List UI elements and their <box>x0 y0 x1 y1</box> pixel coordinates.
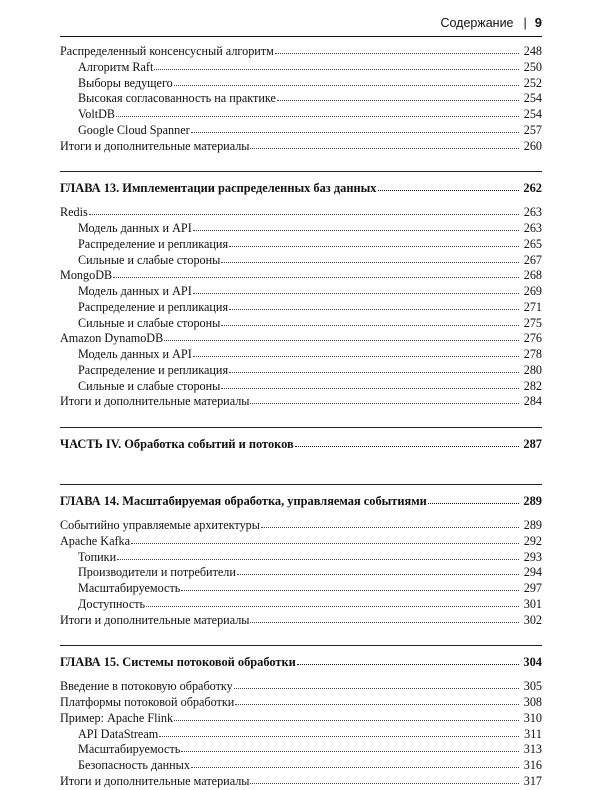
toc-subentry[interactable] <box>60 300 542 316</box>
entry-page-number: 265 <box>523 236 542 251</box>
entry-title: Модель данных и API <box>78 221 192 235</box>
entry-title: Распределенный консенсусный алгоритм <box>60 44 274 58</box>
entry-title: Google Cloud Spanner <box>78 122 190 137</box>
dot-leader <box>113 274 519 278</box>
entry-title: ГЛАВА 13. Имплементации распределенных баз данных <box>60 181 377 196</box>
dot-leader <box>250 400 519 404</box>
toc-subentry[interactable] <box>60 758 542 774</box>
dot-leader <box>229 369 519 373</box>
entry-title: Масштабируемость <box>78 581 181 595</box>
toc-subentry[interactable] <box>60 221 542 237</box>
toc-entry[interactable] <box>60 44 542 60</box>
entry-title: Итоги и дополнительные материалы <box>60 394 250 409</box>
entry-page-number: 316 <box>523 758 542 772</box>
entry-title: ГЛАВА 14. Масштабируемая обработка, управляемая событиями <box>60 494 427 508</box>
entry-title: Платформы потоковой обработки <box>60 695 235 709</box>
entry-page-number: 263 <box>523 205 542 220</box>
toc-entry[interactable] <box>60 711 542 727</box>
dot-leader <box>297 661 519 665</box>
dot-leader <box>221 322 519 326</box>
page-number: 9 <box>534 15 542 30</box>
entry-title: Модель данных и API <box>78 284 192 298</box>
running-head <box>440 15 542 30</box>
entry-page-number: 271 <box>523 299 542 314</box>
toc-entry[interactable] <box>60 139 542 155</box>
entry-title: MongoDB <box>60 268 113 283</box>
dot-leader <box>378 187 520 191</box>
entry-page-number: 250 <box>523 59 542 74</box>
toc-subentry[interactable] <box>60 60 542 76</box>
toc-subentry[interactable] <box>60 284 542 300</box>
entry-page-number: 301 <box>523 596 542 611</box>
entry-title: Безопасность данных <box>78 758 190 772</box>
toc-subentry[interactable] <box>60 565 542 581</box>
dot-leader <box>229 306 519 310</box>
entry-page-number: 254 <box>523 91 542 106</box>
dot-leader <box>275 50 519 54</box>
toc-entry[interactable] <box>60 774 542 790</box>
toc-subentry[interactable] <box>60 363 542 379</box>
toc-section <box>60 427 542 467</box>
entry-title: Сильные и слабые стороны <box>78 252 221 267</box>
dot-leader <box>250 619 519 623</box>
entry-page-number: 287 <box>523 437 542 451</box>
dot-leader <box>250 145 519 149</box>
dot-leader <box>131 540 519 544</box>
entry-title: Итоги и дополнительные материалы <box>60 138 250 153</box>
dot-leader <box>428 500 519 504</box>
entry-page-number: 257 <box>523 122 542 137</box>
entry-title: Алгоритм Raft <box>78 59 154 74</box>
toc-subentry[interactable] <box>60 107 542 123</box>
dot-leader <box>277 97 519 101</box>
entry-page-number: 268 <box>523 268 542 283</box>
entry-page-number: 294 <box>523 565 542 580</box>
entry-page-number: 308 <box>523 695 542 709</box>
entry-title: Redis <box>60 205 88 220</box>
entry-page-number: 282 <box>523 378 542 393</box>
table-of-contents <box>60 44 542 790</box>
entry-title: Выборы ведущего <box>78 75 173 90</box>
part-heading[interactable] <box>60 436 542 453</box>
entry-title: VoltDB <box>78 107 116 121</box>
entry-page-number: 280 <box>523 362 542 377</box>
entry-title: Доступность <box>78 596 146 611</box>
toc-subentry[interactable] <box>60 237 542 253</box>
entry-page-number: 317 <box>523 773 542 788</box>
dot-leader <box>261 524 519 528</box>
entry-page-number: 292 <box>523 533 542 548</box>
chapter-heading[interactable] <box>60 654 542 671</box>
entry-title: Сильные и слабые стороны <box>78 378 221 393</box>
toc-entry[interactable] <box>60 534 542 550</box>
toc-entry[interactable] <box>60 679 542 695</box>
entry-page-number: 305 <box>523 679 542 694</box>
dot-leader <box>146 603 519 607</box>
dot-leader <box>193 353 519 357</box>
dot-leader <box>229 243 519 247</box>
entry-title: Распределение и репликация <box>78 362 229 377</box>
entry-page-number: 275 <box>523 315 542 330</box>
entry-title: Модель данных и API <box>78 347 192 361</box>
toc-subentry[interactable] <box>60 91 542 107</box>
dot-leader <box>181 748 519 752</box>
entry-title: Распределение и репликация <box>78 236 229 251</box>
toc-entry[interactable] <box>60 205 542 221</box>
dot-leader <box>164 337 519 341</box>
dot-leader <box>221 385 519 389</box>
chapter-heading[interactable] <box>60 180 542 197</box>
entry-page-number: 269 <box>523 284 542 298</box>
entry-title: Введение в потоковую обработку <box>60 679 233 694</box>
entry-title: Производители и потребители <box>78 565 236 580</box>
entry-title: Событийно управляемые архитектуры <box>60 518 260 532</box>
toc-entry[interactable] <box>60 268 542 284</box>
entry-page-number: 297 <box>523 581 542 595</box>
entry-page-number: 313 <box>523 742 542 757</box>
entry-page-number: 311 <box>524 726 542 741</box>
entry-page-number: 304 <box>523 655 542 670</box>
dot-leader <box>191 764 519 768</box>
dot-leader <box>116 113 519 117</box>
entry-page-number: 260 <box>523 138 542 153</box>
entry-page-number: 248 <box>523 44 542 58</box>
entry-title: Итоги и дополнительные материалы <box>60 612 250 627</box>
toc-subentry[interactable] <box>60 550 542 566</box>
toc-entry[interactable] <box>60 331 542 347</box>
dot-leader <box>193 227 519 231</box>
toc-section <box>60 484 542 628</box>
entry-title: Топики <box>78 549 117 564</box>
entry-page-number: 284 <box>523 394 542 409</box>
toc-subentry[interactable] <box>60 379 542 395</box>
toc-subentry[interactable] <box>60 253 542 269</box>
toc-subentry[interactable] <box>60 123 542 139</box>
section-title: Содержание <box>440 16 514 30</box>
dot-leader <box>181 587 519 591</box>
page-header <box>60 12 542 37</box>
entry-page-number: 262 <box>523 181 542 196</box>
header-separator: | <box>523 16 527 30</box>
entry-page-number: 302 <box>523 612 542 627</box>
entry-page-number: 310 <box>523 710 542 725</box>
entry-title: Apache Kafka <box>60 533 131 548</box>
toc-entry[interactable] <box>60 518 542 534</box>
entry-page-number: 289 <box>523 518 542 532</box>
entry-title: Итоги и дополнительные материалы <box>60 773 250 788</box>
entry-title: Пример: Apache Flink <box>60 710 174 725</box>
dot-leader <box>193 290 519 294</box>
chapter-heading[interactable] <box>60 493 542 510</box>
dot-leader <box>174 82 519 86</box>
entry-title: Сильные и слабые стороны <box>78 315 221 330</box>
entry-title: Высокая согласованность на практике <box>78 91 276 106</box>
entry-page-number: 254 <box>523 107 542 121</box>
entry-page-number: 263 <box>523 221 542 235</box>
toc-subentry[interactable] <box>60 727 542 743</box>
dot-leader <box>174 717 519 721</box>
entry-title: ГЛАВА 15. Системы потоковой обработки <box>60 655 296 670</box>
dot-leader <box>117 556 519 560</box>
entry-title: API DataStream <box>78 726 159 741</box>
dot-leader <box>235 701 519 705</box>
dot-leader <box>234 685 519 689</box>
dot-leader <box>191 129 519 133</box>
entry-page-number: 267 <box>523 252 542 267</box>
entry-title: Распределение и репликация <box>78 299 229 314</box>
entry-page-number: 252 <box>523 75 542 90</box>
entry-title: Масштабируемость <box>78 742 181 757</box>
toc-section <box>60 645 542 789</box>
entry-page-number: 276 <box>523 331 542 346</box>
entry-page-number: 278 <box>523 347 542 361</box>
toc-subentry[interactable] <box>60 316 542 332</box>
toc-entry[interactable] <box>60 394 542 410</box>
toc-entry[interactable] <box>60 613 542 629</box>
toc-entry[interactable] <box>60 695 542 711</box>
dot-leader <box>250 780 519 784</box>
dot-leader <box>237 571 519 575</box>
toc-subentry[interactable] <box>60 347 542 363</box>
dot-leader <box>295 443 519 447</box>
dot-leader <box>154 66 519 70</box>
dot-leader <box>89 211 519 215</box>
toc-subentry[interactable] <box>60 597 542 613</box>
toc-subentry[interactable] <box>60 76 542 92</box>
entry-title: Amazon DynamoDB <box>60 331 164 346</box>
toc-section <box>60 44 542 154</box>
entry-title: ЧАСТЬ IV. Обработка событий и потоков <box>60 437 294 451</box>
toc-subentry[interactable] <box>60 742 542 758</box>
entry-page-number: 293 <box>523 549 542 564</box>
toc-section <box>60 171 542 410</box>
entry-page-number: 289 <box>523 494 542 508</box>
dot-leader <box>159 733 519 737</box>
toc-subentry[interactable] <box>60 581 542 597</box>
dot-leader <box>221 259 519 263</box>
